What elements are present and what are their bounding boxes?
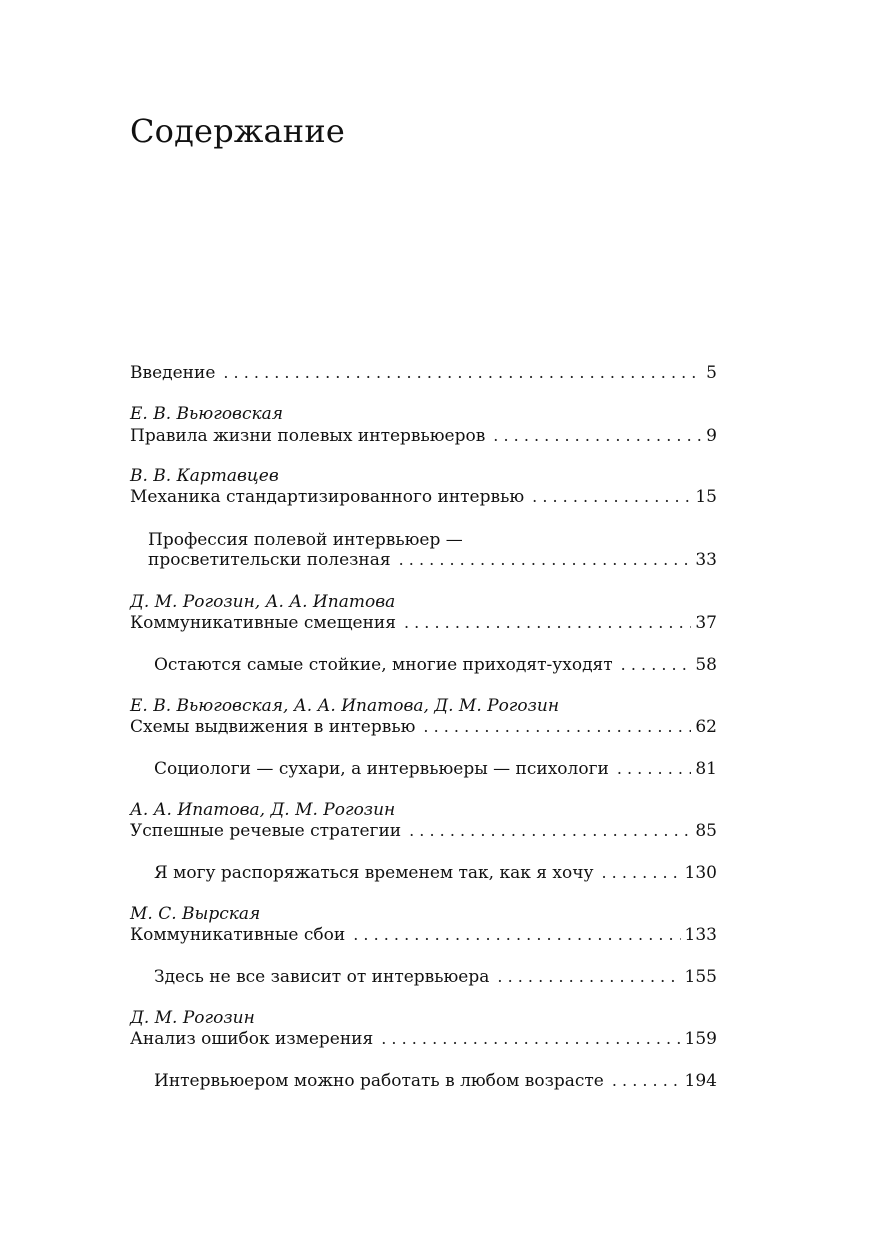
- dot-leader: [617, 758, 692, 780]
- toc-entry[interactable]: [154, 1070, 717, 1092]
- dot-leader: [423, 716, 691, 738]
- dot-leader: [493, 425, 702, 447]
- dot-leader: [409, 820, 691, 842]
- dot-leader: [223, 362, 702, 384]
- toc-entry-title: Введение: [130, 363, 216, 383]
- toc-entry[interactable]: [130, 486, 717, 508]
- page-title: Содержание: [130, 112, 345, 150]
- toc-entry[interactable]: [130, 362, 717, 384]
- toc-author: Д. М. Рогозин: [130, 1008, 255, 1028]
- toc-entry-title-line1: Профессия полевой интервьюер —: [148, 530, 463, 550]
- toc-page-number: 130: [684, 863, 717, 883]
- dot-leader: [621, 654, 692, 676]
- toc-page-number: 5: [706, 363, 717, 383]
- toc-entry[interactable]: [148, 549, 717, 571]
- toc-entry-title: Коммуникативные смещения: [130, 613, 396, 633]
- toc-entry[interactable]: [130, 425, 717, 447]
- toc-page-number: 133: [684, 925, 717, 945]
- toc-page-number: 62: [695, 717, 717, 737]
- toc-entry[interactable]: [130, 716, 717, 738]
- dot-leader: [532, 486, 691, 508]
- toc-entry-title: Здесь не все зависит от интервьюера: [154, 967, 490, 987]
- dot-leader: [612, 1070, 681, 1092]
- toc-entry[interactable]: [154, 758, 717, 780]
- dot-leader: [497, 966, 680, 988]
- toc-entry-title: Правила жизни полевых интервьюеров: [130, 426, 486, 446]
- toc-author: Е. В. Вьюговская, А. А. Ипатова, Д. М. Рогозин: [130, 696, 560, 716]
- toc-entry-title: Я могу распоряжаться временем так, как я хочу: [154, 863, 594, 883]
- toc-author: А. А. Ипатова, Д. М. Рогозин: [130, 800, 396, 820]
- toc-page-number: 155: [684, 967, 717, 987]
- toc-page-number: 81: [695, 759, 717, 779]
- toc-entry-title: Анализ ошибок измерения: [130, 1029, 374, 1049]
- toc-entry-title: Остаются самые стойкие, многие приходят-уходят: [154, 655, 613, 675]
- toc-entry[interactable]: [154, 966, 717, 988]
- toc-author: М. С. Вырская: [130, 904, 261, 924]
- toc-page-number: 85: [695, 821, 717, 841]
- toc-page-number: 58: [695, 655, 717, 675]
- dot-leader: [399, 549, 692, 571]
- toc-entry[interactable]: [154, 862, 717, 884]
- toc-entry-title: просветительски полезная: [148, 550, 391, 570]
- toc-page-number: 15: [695, 487, 717, 507]
- toc-entry-title: Социологи — сухари, а интервьюеры — психологи: [154, 759, 609, 779]
- toc-entry[interactable]: [130, 924, 717, 946]
- toc-author: Д. М. Рогозин, А. А. Ипатова: [130, 592, 396, 612]
- toc-entry[interactable]: [130, 1028, 717, 1050]
- toc-page-number: 194: [684, 1071, 717, 1091]
- toc-entry-title: Схемы выдвижения в интервью: [130, 717, 416, 737]
- toc-entry-title: Успешные речевые стратегии: [130, 821, 402, 841]
- toc-author: В. В. Картавцев: [130, 466, 279, 486]
- dot-leader: [381, 1028, 680, 1050]
- dot-leader: [404, 612, 691, 634]
- toc-page-number: 9: [706, 426, 717, 446]
- toc-entry-title: Механика стандартизированного интервью: [130, 487, 525, 507]
- dot-leader: [353, 924, 680, 946]
- toc-author: Е. В. Вьюговская: [130, 404, 284, 424]
- toc-page-number: 159: [684, 1029, 717, 1049]
- toc-page-number: 37: [695, 613, 717, 633]
- dot-leader: [601, 862, 680, 884]
- toc-entry[interactable]: [154, 654, 717, 676]
- toc-entry[interactable]: [130, 612, 717, 634]
- toc-entry-title: Интервьюером можно работать в любом возрасте: [154, 1071, 604, 1091]
- toc-entry[interactable]: [130, 820, 717, 842]
- toc-page-number: 33: [695, 550, 717, 570]
- toc-entry-title: Коммуникативные сбои: [130, 925, 346, 945]
